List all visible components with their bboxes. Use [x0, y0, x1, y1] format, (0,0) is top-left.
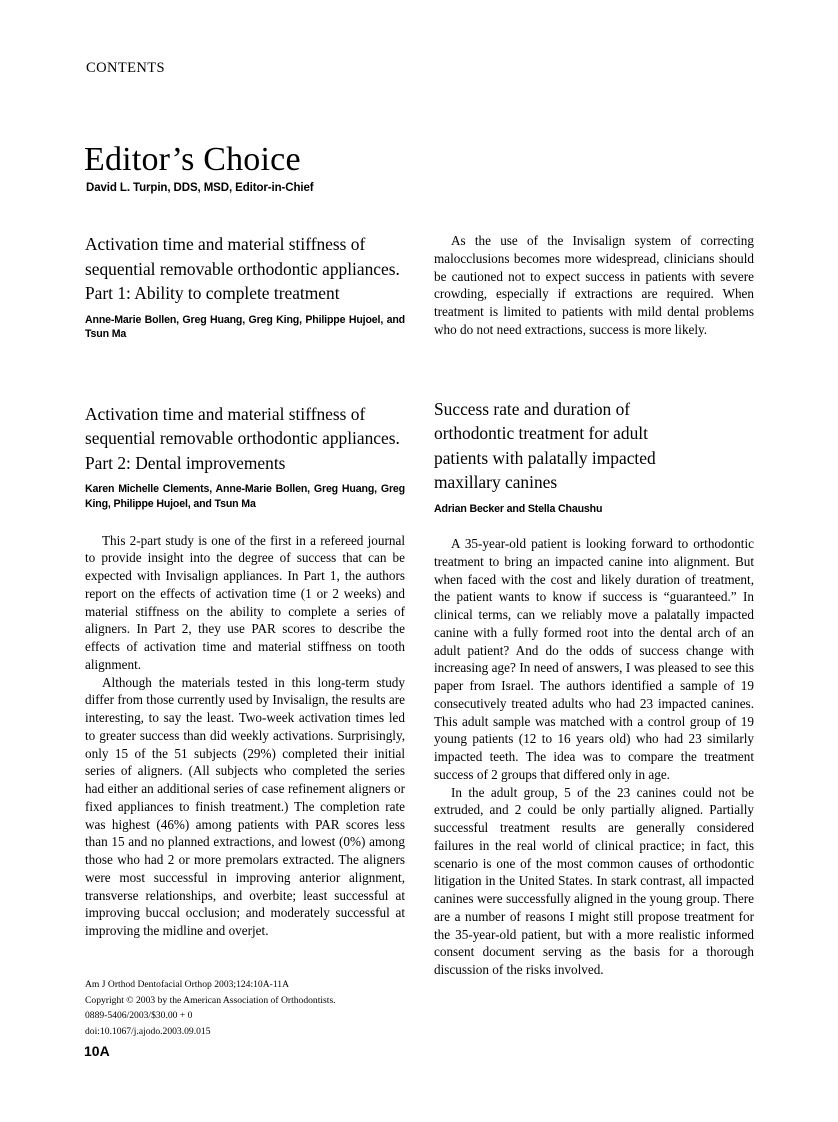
footer-copyright: Copyright © 2003 by the American Association of Orthodontists.: [85, 994, 336, 1006]
article-authors-part1: Anne-Marie Bollen, Greg Huang, Greg King, Philippe Hujoel, and Tsun Ma: [85, 313, 405, 341]
article-authors-canines: Adrian Becker and Stella Chaushu: [434, 502, 603, 515]
right-body-paragraph-2: In the adult group, 5 of the 23 canines could not be extruded, and 2 could be only partially aligned. Partially successful treatment results are generally considered failures in the real world of clinical practice; in fact, this scenario is one of the most common causes of orthodontic litigation in the United States. In stark contrast, all impacted canines were successfully aligned in the young group. There are a number of reasons I might still propose treatment for the 35-year-old patient, but with a more realistic informed consent document serving as the basis for a thorough discussion of the risks involved.: [434, 784, 754, 978]
left-body-paragraph-2: Although the materials tested in this long-term study differ from those currently used by Invisalign, the results are interesting, to say the least. Two-week activation times led to greater success than did weekly activations. Surprisingly, only 15 of the 51 subjects (29%) completed their initial series of aligners. (All subjects who completed the series had either an additional series of case refinement aligners or fixed appliances to finish treatment.) The completion rate was highest (46%) among patients with PAR scores less than 15 and no planned extractions, and lowest (0%) among those who had 2 or more premolars extracted. The aligners were most successful in improving anterior alignment, transverse relationships, and overbite; least successful at improving buccal occlusion; and moderately successful at improving the midline and overjet.: [85, 674, 405, 939]
footer-doi: doi:10.1067/j.ajodo.2003.09.015: [85, 1025, 211, 1037]
article-title-part2: Activation time and material stiffness of sequential removable orthodontic appliances. Part 2: Dental improvements: [85, 403, 400, 473]
contents-label: CONTENTS: [86, 60, 165, 76]
article-title-canines: Success rate and duration of orthodontic treatment for adult patients with palatally impacted maxillary canines: [434, 398, 656, 493]
spacer: [85, 512, 405, 532]
left-column: [85, 232, 405, 940]
editor-byline: David L. Turpin, DDS, MSD, Editor-in-Chief: [86, 182, 314, 194]
right-column: [434, 232, 754, 979]
article-title-part1: Activation time and material stiffness of sequential removable orthodontic appliances. Part 1: Ability to complete treatment: [85, 234, 400, 304]
right-body-paragraph-1: A 35-year-old patient is looking forward to orthodontic treatment to bring an impacted canine into alignment. But when faced with the cost and likely duration of treatment, the patient wants to know if success is “guaranteed.” In clinical terms, can we reliably move a palatally impacted canine with a fully formed root into the dental arch of an adult patient? And do the odds of success change with increasing age? In need of answers, I was pleased to see this paper from Israel. The authors identified a sample of 19 consecutively treated adults who had 23 impacted canines. This adult sample was matched with a control group of 19 young patients (12 to 16 years old) who had 23 similarly impacted teeth. The idea was to compare the treatment success of 2 groups that differed only in age.: [434, 536, 754, 782]
page-number: 10A: [84, 1043, 110, 1059]
article-authors-part2: Karen Michelle Clements, Anne-Marie Bollen, Greg Huang, Greg King, Philippe Hujoel, and Tsun Ma: [85, 483, 405, 511]
footer-citation-block: [85, 977, 415, 1039]
spacer: [434, 516, 754, 535]
footer-issn: 0889-5406/2003/$30.00 + 0: [85, 1010, 193, 1022]
right-lead-paragraph: As the use of the Invisalign system of correcting malocclusions becomes more widespread, clinicians should be cautioned not to expect success in patients with severe crowding, especially if extractions are required. When treatment is limited to patients with mild dental problems who do not need extractions, success is more likely.: [434, 233, 754, 337]
left-body-paragraph-1: This 2-part study is one of the first in a refereed journal to provide insight into the degree of success that can be expected with Invisalign appliances. In Part 1, the authors report on the effects of activation time (1 or 2 weeks) and material stiffness on the ability to complete a series of aligners. In Part 2, they use PAR scores to describe the effects of activation time and material stiffness on tooth alignment.: [85, 532, 405, 672]
spacer: [434, 339, 754, 397]
spacer: [85, 342, 405, 402]
page-title: Editor’s Choice: [84, 140, 301, 178]
footer-citation: Am J Orthod Dentofacial Orthop 2003;124:10A-11A: [85, 979, 290, 990]
